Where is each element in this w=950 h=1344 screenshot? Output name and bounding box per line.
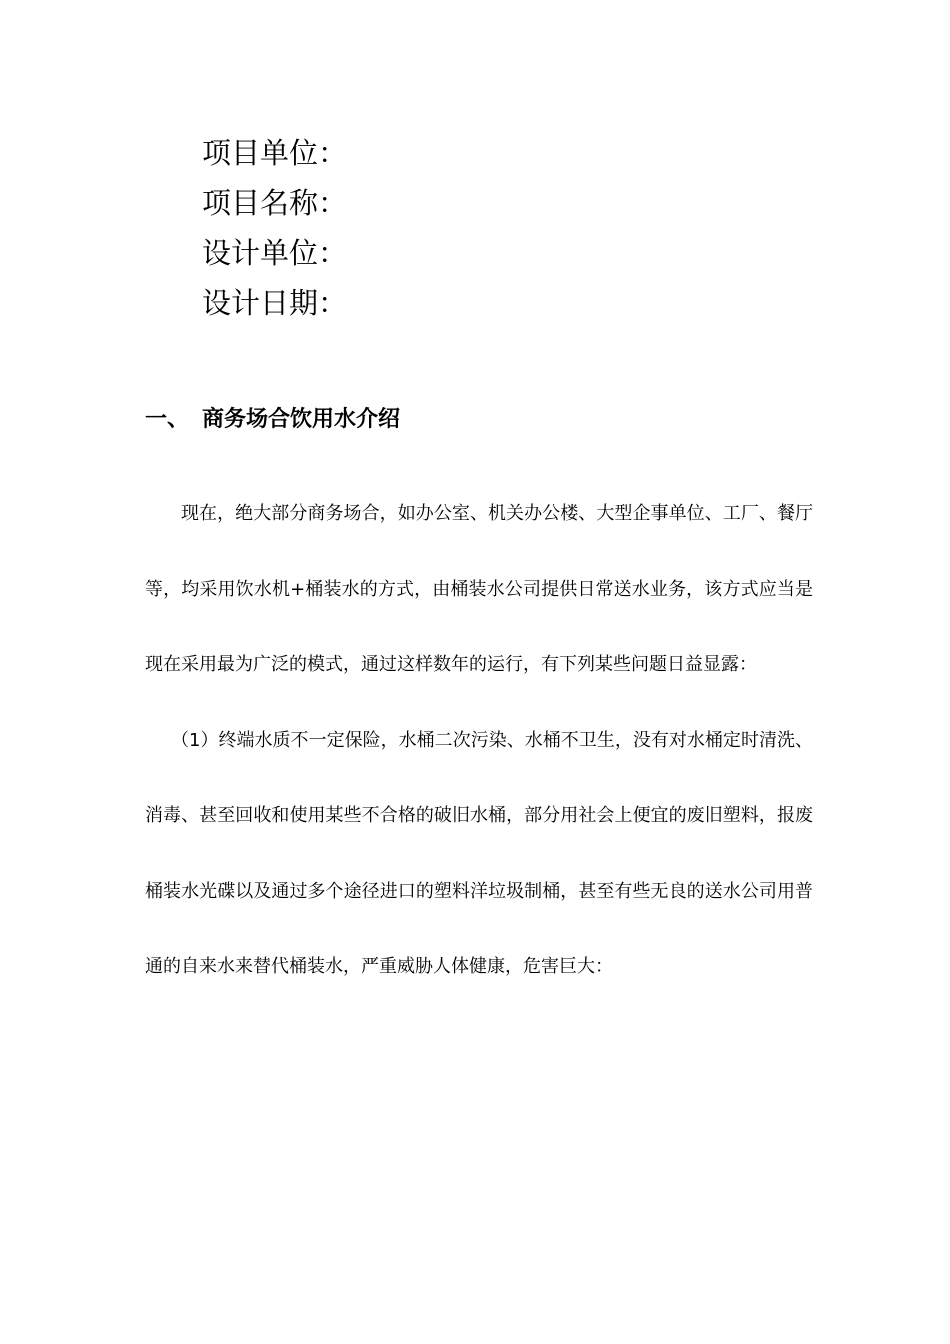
section-body bbox=[145, 476, 813, 1005]
design-unit-label: 设计单位： bbox=[202, 236, 348, 270]
project-name-label: 项目名称： bbox=[202, 186, 348, 220]
section-heading bbox=[145, 400, 400, 440]
body-paragraph-intro: 现在，绝大部分商务场合，如办公室、机关办公楼、大型企事单位、工厂、餐厅等，均采用饮水机+桶装水的方式，由桶装水公司提供日常送水业务，该方式应当是现在采用最为广泛的模式，通过这样数年的运行，有下列某些问题日益显露： bbox=[145, 503, 813, 675]
design-date-label: 设计日期： bbox=[202, 286, 348, 320]
body-paragraph-issue-1: （1）终端水质不一定保险，水桶二次污染、水桶不卫生，没有对水桶定时清洗、消毒、甚至回收和使用某些不合格的破旧水桶，部分用社会上便宜的废旧塑料，报废桶装水光碟以及通过多个途径进口的塑料洋垃圾制桶，甚至有些无良的送水公司用普通的自来水来替代桶装水，严重威胁人体健康，危害巨大： bbox=[145, 729, 813, 977]
cover-fields bbox=[202, 128, 347, 328]
project-unit-label: 项目单位： bbox=[202, 136, 348, 170]
section-title: 商务场合饮用水介绍 bbox=[202, 407, 401, 432]
section-number: 一、 bbox=[145, 407, 190, 432]
